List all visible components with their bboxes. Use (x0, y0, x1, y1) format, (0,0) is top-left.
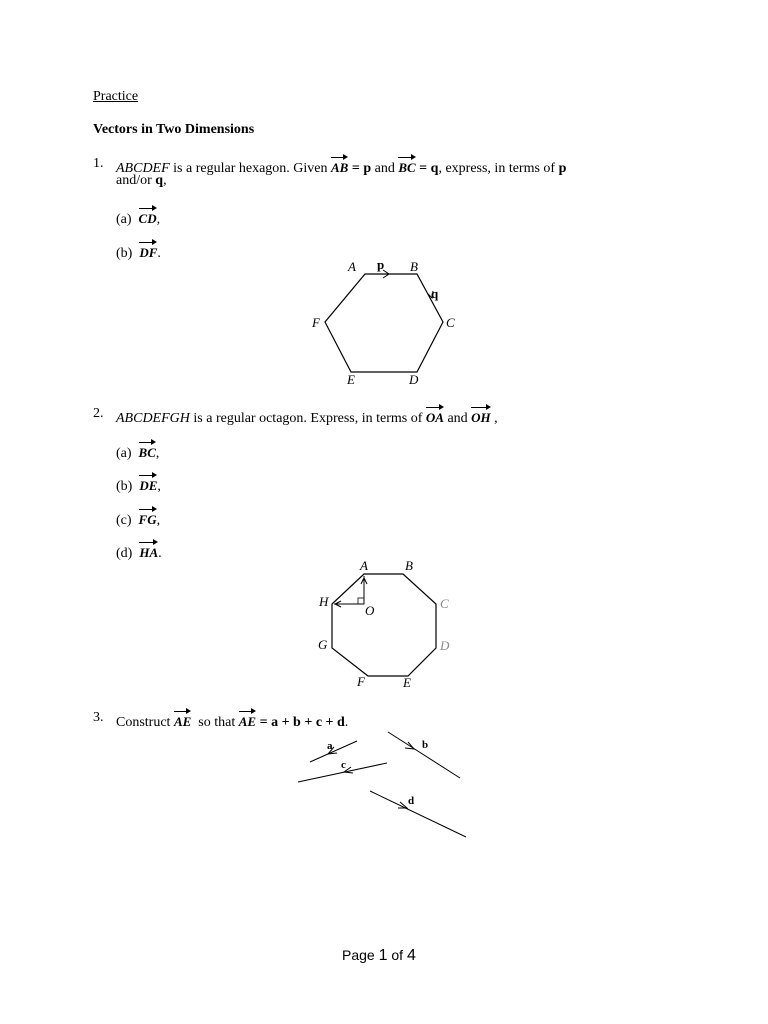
q3-vec-ae: AE (174, 709, 191, 731)
q1-part-a (116, 206, 160, 229)
hex-label-e: E (347, 372, 355, 387)
oct-label-g: G (318, 637, 328, 652)
section-title: Vectors in Two Dimensions (93, 122, 255, 137)
q3-end: . (344, 715, 349, 730)
q1-hexagon-name: ABCDEF (116, 161, 170, 176)
q2-d-end: . (158, 546, 162, 561)
q2-c-label: (c) (116, 513, 132, 528)
hex-label-p: p (377, 257, 385, 272)
q1-b-label: (b) (116, 246, 133, 261)
vector-a-line (310, 741, 357, 762)
q2-vec-oa: OA (426, 405, 444, 427)
hexagon-shape (325, 274, 443, 372)
octagon-diagram (310, 556, 460, 696)
q1-text-line2 (116, 172, 167, 190)
q1-comma: , (163, 173, 167, 188)
q2-b-end: , (157, 479, 161, 494)
q2-end: , (490, 411, 498, 426)
q3-eq: = a + b + c + d (256, 715, 345, 730)
q2-c-end: , (156, 513, 161, 528)
q1-text-b: , express, in terms of (438, 161, 559, 176)
oct-label-o: O (365, 603, 375, 618)
vector-c-label: c (341, 759, 346, 771)
page-total: 4 (406, 947, 416, 964)
oct-label-f: F (357, 674, 365, 689)
q3-text-b: so that (194, 715, 239, 730)
q2-b-vec: DE (139, 473, 157, 495)
q1-text (116, 155, 566, 178)
q2-b-label: (b) (116, 479, 133, 494)
q3-text-a: Construct (116, 715, 174, 730)
oct-label-h: H (319, 594, 329, 609)
q1-text-a: is a regular hexagon. Given (169, 161, 331, 176)
vector-d-label: d (408, 795, 415, 807)
hex-label-a: A (348, 259, 356, 274)
page-current: 1 (378, 947, 388, 964)
hex-label-d: D (409, 372, 419, 387)
q2-vec-oh: OH (471, 405, 491, 427)
q2-text (116, 405, 498, 428)
q1-a-vec: CD (139, 206, 157, 228)
hex-label-c: C (446, 315, 455, 330)
octagon-shape (332, 574, 436, 676)
q2-part-d (116, 540, 162, 563)
oct-label-b: B (405, 558, 413, 573)
q2-part-c (116, 507, 160, 530)
vector-b-label: b (422, 739, 429, 751)
q3-vec-ae2: AE (239, 709, 256, 731)
q1-b-vec: DF (139, 240, 157, 262)
hex-label-q: q (431, 286, 439, 301)
q1-a-label: (a) (116, 212, 132, 227)
q2-and: and (443, 411, 472, 426)
q1-eq-p: = p (348, 161, 372, 176)
q2-a-end: , (155, 446, 160, 461)
oct-label-e: E (403, 675, 411, 690)
q2-octagon-name: ABCDEFGH (116, 411, 190, 426)
hex-label-f: F (312, 315, 320, 330)
q1-line2: and/or (116, 173, 156, 188)
q1-and: and (371, 161, 399, 176)
q1-vec-bc: BC (398, 155, 415, 177)
page-indicator (342, 947, 416, 965)
oct-label-c: C (440, 596, 449, 611)
q1-eq-q: = q (415, 161, 439, 176)
q1-number: 1. (93, 156, 104, 171)
oct-label-a: A (360, 558, 368, 573)
q2-a-label: (a) (116, 446, 132, 461)
q2-number: 2. (93, 406, 104, 421)
q2-a-vec: BC (139, 440, 156, 462)
q3-number: 3. (93, 710, 104, 725)
vector-d-line (370, 791, 466, 837)
hex-label-b: B (410, 259, 418, 274)
q1-q: q (155, 173, 164, 188)
q2-c-vec: FG (139, 507, 157, 529)
vectors-diagram (290, 724, 480, 844)
q1-part-b (116, 240, 161, 263)
q2-d-vec: HA (139, 540, 158, 562)
hexagon-diagram (300, 252, 470, 392)
q1-b-end: . (157, 246, 161, 261)
q1-vec-ab: AB (331, 155, 348, 177)
q1-p: p (558, 161, 567, 176)
q2-part-a (116, 440, 159, 463)
oct-label-d: D (440, 638, 450, 653)
page-of: of (387, 947, 407, 963)
q2-part-b (116, 473, 161, 496)
page-word: Page (342, 947, 379, 963)
vector-a-label: a (327, 740, 333, 752)
right-angle-mark (358, 598, 364, 604)
q1-a-end: , (156, 212, 161, 227)
q2-d-label: (d) (116, 546, 133, 561)
practice-label: Practice (93, 89, 139, 104)
q2-text-a: is a regular octagon. Express, in terms of (189, 411, 426, 426)
